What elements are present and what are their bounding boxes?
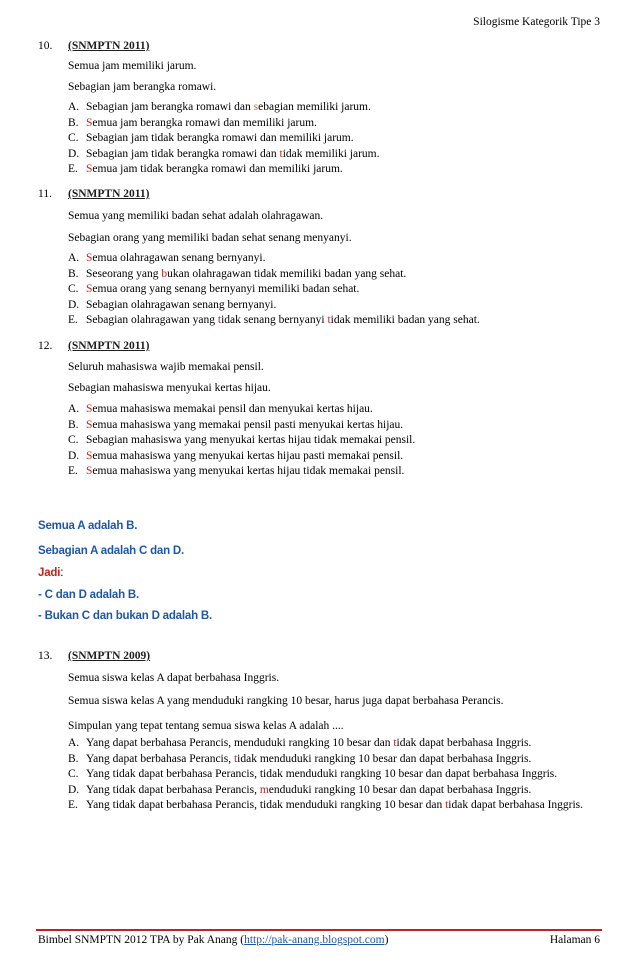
premise-1: Seluruh mahasiswa wajib memakai pensil. — [68, 361, 264, 373]
option-a: A. Semua olahragawan senang bernyanyi. — [68, 252, 266, 264]
option-list — [68, 100, 600, 178]
option-b: B. Semua mahasiswa yang memakai pensil pasti menyukai kertas hijau. — [68, 418, 404, 431]
option-d: D. Sebagian olahragawan senang bernyanyi. — [68, 298, 277, 311]
premise-1: Semua yang memiliki badan sehat adalah olahragawan. — [68, 210, 324, 222]
option-e: E. Semua jam tidak berangka romawi dan memiliki jarum. — [68, 163, 343, 175]
question-number: 11. — [38, 188, 52, 200]
question-source: (SNMPTN 2011) — [68, 188, 150, 200]
question-number: 10. — [38, 40, 53, 52]
option-list — [68, 251, 600, 329]
option-e: E. Yang tidak dapat berbahasa Perancis, tidak menduduki rangking 10 besar dan tidak dapat berbahasa Inggris. — [68, 799, 584, 811]
option-b: B. Yang dapat berbahasa Perancis, tidak menduduki rangking 10 besar dan dapat berbahasa Inggris. — [68, 752, 532, 765]
footer-divider — [36, 929, 602, 931]
rule-line-3: Jadi: — [38, 567, 64, 579]
question-source: (SNMPTN 2011) — [68, 340, 150, 352]
option-list — [68, 736, 600, 814]
option-d: D. Semua mahasiswa yang menyukai kertas hijau pasti memakai pensil. — [68, 449, 404, 462]
question-source: (SNMPTN 2009) — [68, 650, 151, 662]
rule-line-1: Semua A adalah B. — [38, 520, 138, 532]
option-a: A. Sebagian jam berangka romawi dan sebagian memiliki jarum. — [68, 101, 371, 113]
premise-2: Sebagian jam berangka romawi. — [68, 81, 217, 93]
option-e: E. Sebagian olahragawan yang tidak senang bernyanyi tidak memiliki badan yang sehat. — [68, 314, 480, 326]
question-source: (SNMPTN 2011) — [68, 40, 150, 52]
premise-1: Semua siswa kelas A dapat berbahasa Inggris. — [68, 672, 280, 684]
option-c: C. Sebagian jam tidak berangka romawi dan memiliki jarum. — [68, 132, 354, 144]
option-b: B. Semua jam berangka romawi dan memiliki jarum. — [68, 116, 317, 129]
page-number: Halaman 6 — [549, 934, 600, 946]
option-list — [68, 402, 600, 480]
page-header-title: Silogisme Kategorik Tipe 3 — [473, 16, 600, 28]
footer-credit-close: ) — [384, 934, 389, 946]
option-a: A. Semua mahasiswa memakai pensil dan menyukai kertas hijau. — [68, 403, 373, 415]
rule-line-5: - Bukan C dan bukan D adalah B. — [38, 610, 212, 622]
rule-line-2: Sebagian A adalah C dan D. — [38, 545, 185, 557]
page-footer — [38, 934, 600, 946]
option-b: B. Seseorang yang bukan olahragawan tidak memiliki badan yang sehat. — [68, 267, 407, 280]
option-c: C. Semua orang yang senang bernyanyi memiliki badan sehat. — [68, 283, 360, 295]
rule-line-4: - C dan D adalah B. — [38, 589, 139, 601]
option-d: D. Sebagian jam tidak berangka romawi dan tidak memiliki jarum. — [68, 147, 380, 160]
option-c: C. Yang tidak dapat berbahasa Perancis, tidak menduduki rangking 10 besar dan dapat berbahasa Inggris. — [68, 768, 558, 780]
footer-credit: Bimbel SNMPTN 2012 TPA by Pak Anang ( — [38, 934, 245, 946]
premise-2: Semua siswa kelas A yang menduduki rangking 10 besar, harus juga dapat berbahasa Perancis. — [68, 695, 504, 707]
question-number: 12. — [38, 340, 53, 352]
question-stem: Simpulan yang tepat tentang semua siswa kelas A adalah .... — [68, 720, 344, 732]
question-number: 13. — [38, 650, 53, 662]
option-d: D. Yang tidak dapat berbahasa Perancis, menduduki rangking 10 besar dan dapat berbahasa Inggris. — [68, 783, 532, 796]
premise-1: Semua jam memiliki jarum. — [68, 60, 197, 72]
option-a: A. Yang dapat berbahasa Perancis, menduduki rangking 10 besar dan tidak dapat berbahasa Inggris. — [68, 737, 532, 749]
premise-2: Sebagian mahasiswa menyukai kertas hijau. — [68, 382, 271, 394]
premise-2: Sebagian orang yang memiliki badan sehat senang menyanyi. — [68, 232, 352, 244]
option-c: C. Sebagian mahasiswa yang menyukai kertas hijau tidak memakai pensil. — [68, 434, 416, 446]
footer-link[interactable]: http://pak-anang.blogspot.com — [244, 934, 385, 946]
option-e: E. Semua mahasiswa yang menyukai kertas hijau tidak memakai pensil. — [68, 465, 405, 477]
